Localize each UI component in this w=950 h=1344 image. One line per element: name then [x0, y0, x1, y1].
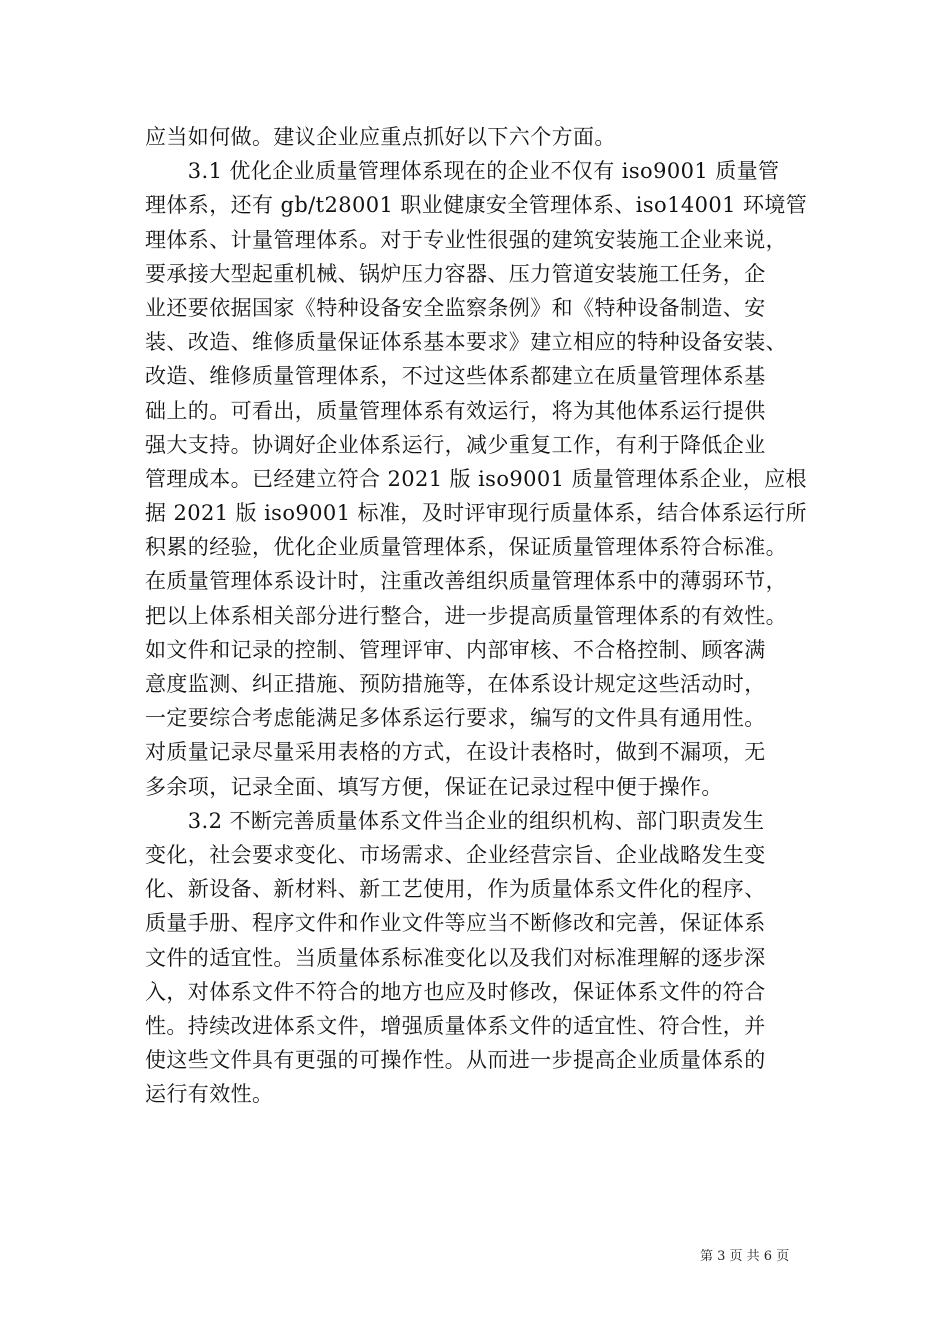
text-line: 础上的。可看出，质量管理体系有效运行，将为其他体系运行提供: [145, 398, 766, 423]
text-line: 文件的适宜性。当质量体系标准变化以及我们对标准理解的逐步深: [145, 945, 766, 970]
text-line: 使这些文件具有更强的可操作性。从而进一步提高企业质量体系的: [145, 1048, 766, 1073]
text-line: 意度监测、纠正措施、预防措施等，在体系设计规定这些活动时，: [145, 672, 766, 696]
text-line: 业还要依据国家《特种设备安全监察条例》和《特种设备制造、安: [145, 295, 766, 320]
text-line: 改造、维修质量管理体系，不过这些体系都建立在质量管理体系基: [145, 364, 766, 389]
text-line: 对质量记录尽量采用表格的方式，在设计表格时，做到不漏项，无: [145, 740, 766, 765]
text-line: 3.1 优化企业质量管理体系现在的企业不仅有 iso9001 质量管: [145, 159, 780, 184]
text-line: 质量手册、程序文件和作业文件等应当不断修改和完善，保证体系: [145, 911, 766, 936]
text-line: 积累的经验，优化企业质量管理体系，保证质量管理体系符合标准。: [145, 535, 787, 560]
text-line: 入，对体系文件不符合的地方也应及时修改，保证体系文件的符合: [145, 979, 766, 1004]
document-body: [145, 120, 813, 1111]
text-line: 管理成本。已经建立符合 2021 版 iso9001 质量管理体系企业，应根: [145, 466, 807, 491]
text-line: 要承接大型起重机械、锅炉压力容器、压力管道安装施工任务，企: [145, 261, 766, 286]
text-line: 据 2021 版 iso9001 标准，及时评审现行质量体系，结合体系运行所: [145, 501, 807, 526]
text-line: 3.2 不断完善质量体系文件当企业的组织机构、部门职责发生: [145, 808, 765, 833]
text-line: 在质量管理体系设计时，注重改善组织质量管理体系中的薄弱环节，: [145, 569, 787, 594]
page-number-footer: 第 3 页 共 6 页: [700, 1249, 790, 1264]
text-line: 变化，社会要求变化、市场需求、企业经营宗旨、企业战略发生变: [145, 842, 766, 867]
text-line: 把以上体系相关部分进行整合，进一步提高质量管理体系的有效性。: [145, 603, 787, 628]
text-line: 理体系、计量管理体系。对于专业性很强的建筑安装施工企业来说，: [145, 227, 787, 252]
text-line: 一定要综合考虑能满足多体系运行要求，编写的文件具有通用性。: [145, 706, 766, 731]
text-line: 多余项，记录全面、填写方便，保证在记录过程中便于操作。: [145, 774, 723, 799]
text-line: 强大支持。协调好企业体系运行，减少重复工作，有利于降低企业: [145, 432, 766, 457]
text-line: 装、改造、维修质量保证体系基本要求》建立相应的特种设备安装、: [145, 330, 787, 355]
text-line: 应当如何做。建议企业应重点抓好以下六个方面。: [145, 125, 616, 149]
text-line: 理体系，还有 gb/t28001 职业健康安全管理体系、iso14001 环境管: [145, 193, 808, 218]
text-line: 性。持续改进体系文件，增强质量体系文件的适宜性、符合性，并: [145, 1013, 766, 1038]
text-line: 运行有效性。: [145, 1082, 274, 1107]
text-line: 化、新设备、新材料、新工艺使用，作为质量体系文件化的程序、: [145, 877, 766, 902]
text-line: 如文件和记录的控制、管理评审、内部审核、不合格控制、顾客满: [145, 637, 766, 662]
